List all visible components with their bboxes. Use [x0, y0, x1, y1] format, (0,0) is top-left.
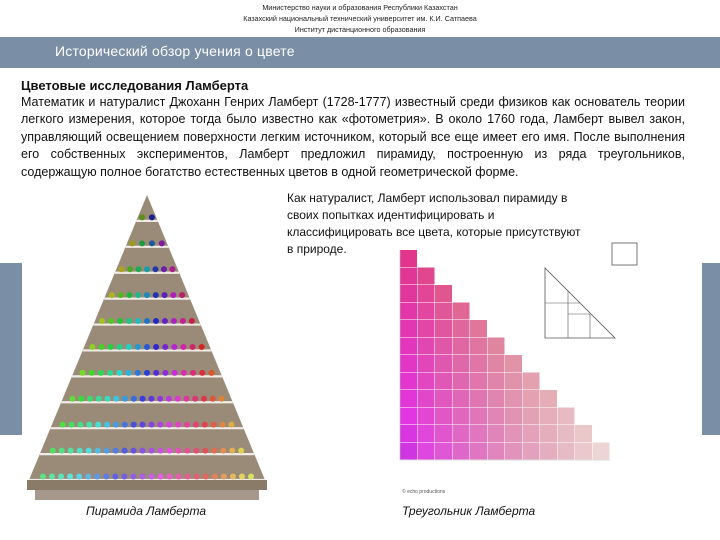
triangle-swatch	[488, 390, 505, 407]
triangle-swatch	[435, 390, 452, 407]
pigment-dot	[113, 448, 119, 454]
pigment-dot	[94, 474, 100, 480]
triangle-swatch	[435, 373, 452, 390]
triangle-swatch	[418, 408, 435, 425]
pigment-dot	[80, 370, 86, 376]
triangle-swatch	[505, 425, 522, 442]
pigment-dot	[211, 422, 217, 428]
triangle-swatch	[470, 408, 487, 425]
pigment-dot	[40, 474, 46, 480]
triangle-swatch	[523, 443, 540, 460]
triangle-swatch	[418, 303, 435, 320]
pigment-dot	[199, 344, 205, 350]
pigment-dot	[149, 214, 155, 220]
pigment-dot	[87, 396, 93, 402]
pigment-dot	[69, 396, 75, 402]
pigment-dot	[144, 266, 150, 272]
pigment-dot	[139, 240, 145, 246]
pigment-dot	[169, 266, 175, 272]
triangle-swatch	[418, 320, 435, 337]
pigment-dot	[99, 318, 105, 324]
pigment-dot	[113, 396, 119, 402]
pigment-dot	[166, 422, 172, 428]
pigment-dot	[130, 474, 136, 480]
pigment-dot	[162, 318, 168, 324]
header-line-university: Казахский национальный технический университет им. К.И. Сатпаева	[243, 14, 477, 23]
pigment-dot	[180, 318, 186, 324]
pigment-dot	[193, 448, 199, 454]
triangle-swatch	[400, 250, 417, 267]
pigment-dot	[140, 396, 146, 402]
pigment-dot	[211, 448, 217, 454]
triangle-swatch	[488, 443, 505, 460]
pigment-dot	[95, 448, 101, 454]
triangle-swatch	[540, 408, 557, 425]
single-square-outline	[612, 243, 637, 265]
pyramid-caption: Пирамида Ламберта	[86, 504, 207, 518]
pigment-dot	[119, 266, 125, 272]
pigment-dot	[58, 474, 64, 480]
pigment-dot	[230, 474, 236, 480]
pigment-dot	[238, 448, 244, 454]
pigment-dot	[104, 448, 110, 454]
pigment-dot	[148, 422, 154, 428]
pigment-dot	[202, 422, 208, 428]
pigment-dot	[108, 318, 114, 324]
pigment-dot	[152, 266, 158, 272]
triangle-swatch	[488, 338, 505, 355]
pigment-dot	[153, 292, 159, 298]
triangle-swatch	[418, 338, 435, 355]
pigment-dot	[228, 422, 234, 428]
pigment-dot	[50, 448, 56, 454]
triangle-swatch	[470, 373, 487, 390]
pyramid-base	[27, 480, 267, 490]
pigment-dot	[219, 422, 225, 428]
triangle-swatch	[523, 425, 540, 442]
pigment-dot	[153, 344, 159, 350]
pigment-dot	[192, 396, 198, 402]
pigment-dot	[184, 448, 190, 454]
pigment-dot	[77, 422, 83, 428]
header-line-ministry: Министерство науки и образования Республики Казахстан	[262, 3, 458, 12]
triangle-swatch	[418, 443, 435, 460]
pigment-dot	[68, 448, 74, 454]
pigment-dot	[96, 396, 102, 402]
pigment-dot	[162, 344, 168, 350]
pigment-dot	[210, 396, 216, 402]
left-accent-bar	[0, 263, 22, 435]
pigment-dot	[158, 474, 164, 480]
pigment-dot	[117, 318, 123, 324]
triangle-swatch	[470, 320, 487, 337]
pigment-dot	[144, 344, 150, 350]
triangle-swatch	[505, 408, 522, 425]
pigment-dot	[181, 370, 187, 376]
pigment-dot	[103, 474, 109, 480]
section-heading: Цветовые исследования Ламберта	[21, 78, 249, 93]
pigment-dot	[135, 370, 141, 376]
pigment-dot	[89, 344, 95, 350]
pigment-dot	[171, 318, 177, 324]
pigment-dot	[162, 370, 168, 376]
pigment-dot	[112, 474, 118, 480]
triangle-swatch	[453, 408, 470, 425]
pigment-dot	[59, 448, 65, 454]
pigment-dot	[139, 474, 145, 480]
triangle-swatch	[558, 443, 575, 460]
pigment-dot	[202, 448, 208, 454]
slide-title: Исторический обзор учения о цвете	[55, 43, 295, 59]
pigment-dot	[98, 344, 104, 350]
pigment-dot	[104, 422, 110, 428]
pigment-dot	[127, 266, 133, 272]
triangle-swatch	[593, 443, 610, 460]
pigment-dot	[129, 240, 135, 246]
triangle-swatch	[488, 373, 505, 390]
pigment-dot	[194, 474, 200, 480]
pigment-dot	[220, 448, 226, 454]
pigment-dot	[190, 370, 196, 376]
pigment-dot	[140, 448, 146, 454]
pigment-dot	[86, 448, 92, 454]
pigment-dot	[157, 448, 163, 454]
pigment-dot	[203, 474, 209, 480]
pigment-dot	[105, 396, 111, 402]
pigment-dot	[159, 240, 165, 246]
pigment-dot	[89, 370, 95, 376]
triangle-swatch	[470, 355, 487, 372]
pigment-dot	[179, 292, 185, 298]
pigment-dot	[126, 318, 132, 324]
pigment-dot	[175, 448, 181, 454]
triangle-swatch	[505, 355, 522, 372]
pigment-dot	[49, 474, 55, 480]
pigment-dot	[122, 448, 128, 454]
pigment-dot	[118, 292, 124, 298]
pigment-dot	[131, 396, 137, 402]
pigment-dot	[144, 370, 150, 376]
pigment-dot	[78, 396, 84, 402]
triangle-swatch	[575, 443, 592, 460]
triangle-swatch	[453, 355, 470, 372]
pigment-dot	[116, 370, 122, 376]
triangle-swatch	[418, 268, 435, 285]
triangle-swatch	[435, 320, 452, 337]
pigment-dot	[77, 448, 83, 454]
triangle-swatch	[435, 355, 452, 372]
pigment-dot	[153, 318, 159, 324]
pigment-dot	[149, 474, 155, 480]
title-bar	[0, 37, 720, 68]
pigment-dot	[95, 422, 101, 428]
copyright-text: © echo productions	[402, 489, 446, 495]
pigment-dot	[193, 422, 199, 428]
triangle-swatch	[400, 285, 417, 302]
pigment-dot	[67, 474, 73, 480]
pigment-dot	[171, 344, 177, 350]
lambert-pyramid-image	[22, 190, 272, 505]
triangle-swatch	[488, 425, 505, 442]
triangle-swatch	[453, 390, 470, 407]
triangle-swatch	[453, 443, 470, 460]
triangle-swatch	[488, 408, 505, 425]
triangle-swatch	[470, 425, 487, 442]
institution-header	[0, 2, 720, 35]
pigment-dot	[107, 370, 113, 376]
pigment-dot	[176, 474, 182, 480]
pyramid-body	[29, 195, 265, 480]
pigment-dot	[148, 396, 154, 402]
naturalist-note: Как натуралист, Ламберт использовал пирамиду в своих попытках идентифицировать и классифицировать все цвета, которые присутствуют в природе.	[287, 191, 581, 256]
triangle-swatch	[435, 338, 452, 355]
pigment-dot	[69, 422, 75, 428]
pigment-dot	[184, 422, 190, 428]
pigment-dot	[161, 266, 167, 272]
triangle-swatch	[453, 373, 470, 390]
pigment-dot	[108, 344, 114, 350]
triangle-swatch	[453, 338, 470, 355]
pigment-dot	[229, 448, 235, 454]
pigment-dot	[180, 344, 186, 350]
triangle-caption: Треугольник Ламберта	[402, 504, 536, 518]
triangle-swatch	[400, 355, 417, 372]
triangle-swatch	[505, 443, 522, 460]
pigment-dot	[201, 396, 207, 402]
triangle-swatch	[523, 373, 540, 390]
triangle-swatch	[418, 285, 435, 302]
pigment-dot	[139, 214, 145, 220]
triangle-swatch	[418, 373, 435, 390]
pigment-dot	[131, 448, 137, 454]
pigment-dot	[122, 422, 128, 428]
pigment-dot	[136, 266, 142, 272]
pigment-dot	[149, 240, 155, 246]
pigment-dot	[140, 422, 146, 428]
pigment-dot	[239, 474, 245, 480]
triangle-swatch	[488, 355, 505, 372]
triangle-swatch	[470, 338, 487, 355]
pigment-dot	[189, 318, 195, 324]
pigment-dot	[122, 396, 128, 402]
triangle-swatch	[470, 443, 487, 460]
pigment-dot	[126, 370, 132, 376]
pigment-dot	[212, 474, 218, 480]
pigment-dot	[172, 370, 178, 376]
pigment-dot	[221, 474, 227, 480]
pigment-dot	[98, 370, 104, 376]
triangle-swatch	[540, 390, 557, 407]
pyramid-stand	[35, 490, 259, 500]
triangle-swatch	[400, 390, 417, 407]
triangle-swatch	[523, 408, 540, 425]
pigment-dot	[117, 344, 123, 350]
triangle-swatch	[400, 303, 417, 320]
pigment-dot	[135, 344, 141, 350]
pigment-dot	[126, 292, 132, 298]
triangle-swatch	[418, 355, 435, 372]
triangle-swatch	[400, 268, 417, 285]
triangle-swatch	[435, 443, 452, 460]
pigment-dot	[166, 396, 172, 402]
pigment-dot	[131, 422, 137, 428]
pigment-dot	[190, 344, 196, 350]
triangle-swatch	[523, 390, 540, 407]
pigment-dot	[148, 448, 154, 454]
pigment-dot	[157, 396, 163, 402]
triangle-swatch	[400, 373, 417, 390]
pigment-dot	[248, 474, 254, 480]
pigment-dot	[166, 448, 172, 454]
lambert-triangle-image	[390, 238, 690, 500]
triangle-swatch	[400, 338, 417, 355]
triangle-swatch	[400, 320, 417, 337]
pigment-dot	[85, 474, 91, 480]
triangle-swatch	[540, 443, 557, 460]
triangle-swatch	[558, 425, 575, 442]
body-paragraph: Математик и натуралист Джоханн Генрих Ламберт (1728-1777) известный среди физиков как основатель теории легкого измерения, которое тогда было известно как «фотометрия». В около 1760 года, Ламберт вывел закон, управляющий освещением поверхности легким источником, который все еще имеет его имя. После выполнения его собственных экспериментов, Ламберт предложил пирамиду, построенную из ряда треугольников, содержащую полное богатство естественных цветов в одной геометрической форме.	[21, 95, 685, 179]
pigment-dot	[199, 370, 205, 376]
triangle-swatch	[435, 303, 452, 320]
pigment-dot	[175, 396, 181, 402]
pigment-dot	[208, 370, 214, 376]
pigment-dot	[162, 292, 168, 298]
pigment-dot	[170, 292, 176, 298]
triangle-swatch	[435, 408, 452, 425]
triangle-swatch	[418, 390, 435, 407]
triangle-swatch	[505, 390, 522, 407]
pigment-dot	[144, 292, 150, 298]
triangle-swatch	[540, 425, 557, 442]
triangle-swatch	[400, 408, 417, 425]
triangle-swatch	[400, 425, 417, 442]
pigment-dot	[175, 422, 181, 428]
pigment-dot	[219, 396, 225, 402]
pigment-dot	[76, 474, 82, 480]
pigment-dot	[185, 474, 191, 480]
triangle-swatch	[505, 373, 522, 390]
triangle-swatch	[435, 285, 452, 302]
pigment-dot	[135, 292, 141, 298]
pigment-dot	[126, 344, 132, 350]
pigment-dot	[135, 318, 141, 324]
triangle-swatch	[453, 303, 470, 320]
right-accent-bar	[702, 263, 720, 435]
triangle-swatch	[575, 425, 592, 442]
pigment-dot	[121, 474, 127, 480]
pigment-dot	[86, 422, 92, 428]
header-line-institute: Институт дистанционного образования	[294, 25, 426, 34]
pigment-dot	[157, 422, 163, 428]
pigment-dot	[167, 474, 173, 480]
triangle-swatch	[453, 320, 470, 337]
triangle-swatch	[558, 408, 575, 425]
triangle-swatch	[470, 390, 487, 407]
triangle-swatch	[435, 425, 452, 442]
pigment-dot	[153, 370, 159, 376]
pigment-dot	[113, 422, 119, 428]
triangle-swatch	[418, 425, 435, 442]
pigment-dot	[144, 318, 150, 324]
pigment-dot	[109, 292, 115, 298]
pigment-dot	[60, 422, 66, 428]
triangle-swatch	[453, 425, 470, 442]
pigment-dot	[183, 396, 189, 402]
triangle-swatch	[400, 443, 417, 460]
